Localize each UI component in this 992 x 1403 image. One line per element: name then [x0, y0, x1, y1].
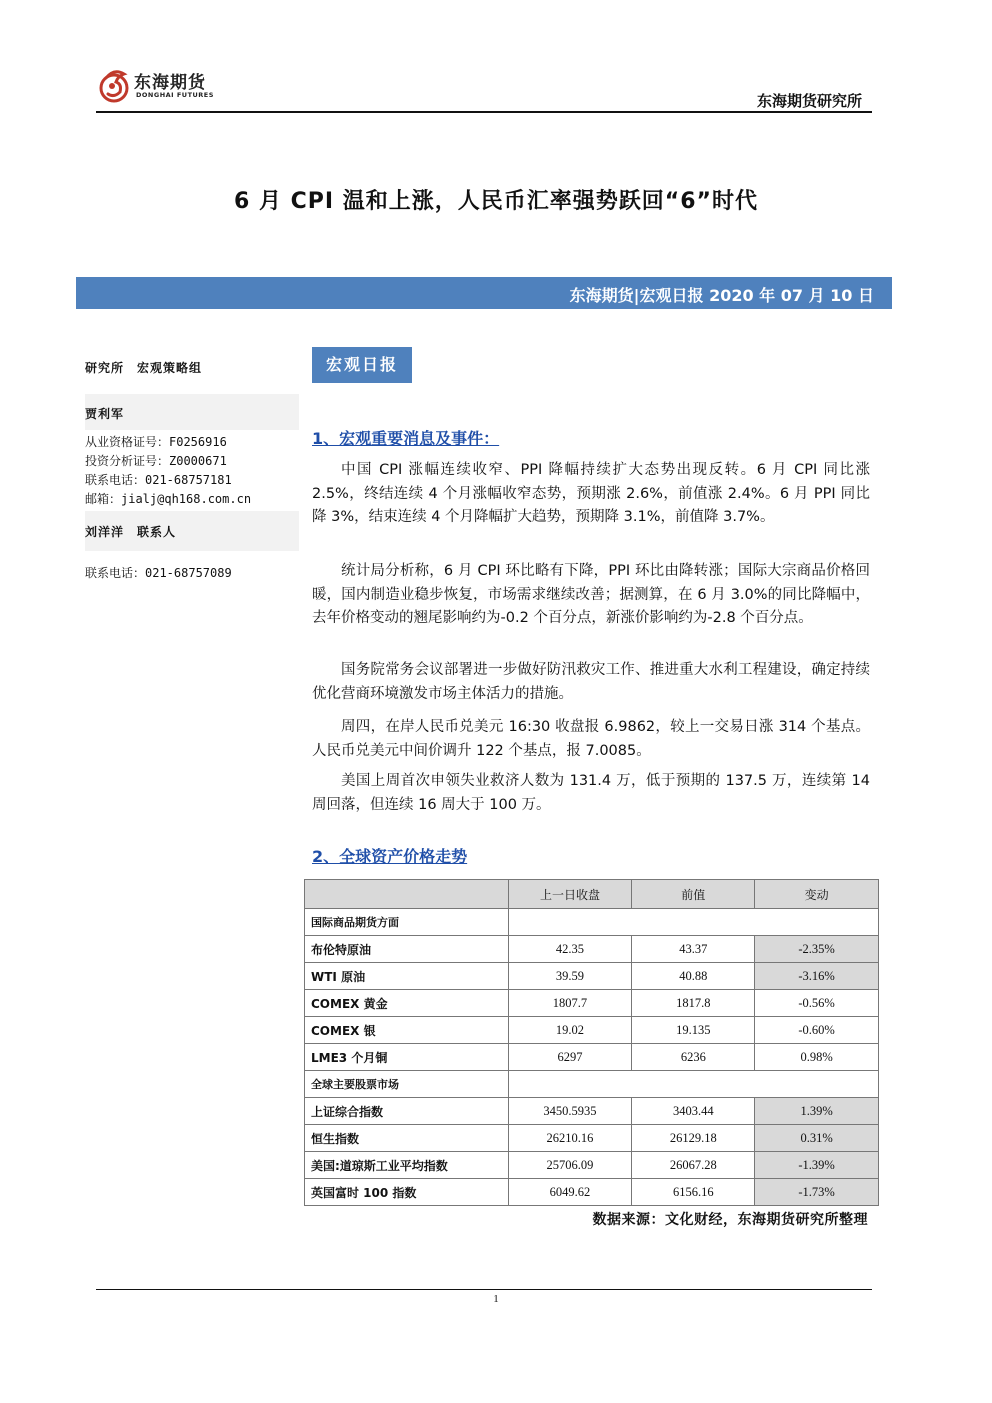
row-name: LME3 个月铜 — [305, 1044, 509, 1071]
footer-rule — [96, 1289, 872, 1290]
row-change: 0.31% — [755, 1125, 879, 1152]
section2-heading: 2、全球资产价格走势 — [312, 847, 468, 866]
paragraph-us-jobless: 美国上周首次申领失业救济人数为 131.4 万，低于预期的 137.5 万，连续第 14 周回落，但连续 16 周大于 100 万。 — [312, 773, 870, 813]
asset-price-table — [304, 879, 879, 1206]
table-category-row — [305, 1071, 879, 1098]
table-row — [305, 1152, 879, 1179]
table-row — [305, 1179, 879, 1206]
row-name: 英国富时 100 指数 — [305, 1179, 509, 1206]
dept-label: 研究所 宏观策略组 — [85, 361, 203, 375]
analyst1-invest-license: 投资分析证号：Z0000671 — [85, 454, 227, 468]
table-row — [305, 936, 879, 963]
row-close: 26210.16 — [508, 1125, 632, 1152]
analyst2-band — [85, 511, 299, 551]
banner-text: 东海期货|宏观日报 2020 年 07 月 10 日 — [569, 286, 874, 305]
row-close: 42.35 — [508, 936, 632, 963]
analyst2-name: 刘洋洋 联系人 — [85, 525, 177, 539]
table-row — [305, 1017, 879, 1044]
category-stocks: 全球主要股票市场 — [305, 1071, 509, 1098]
paragraph-rmb: 周四，在岸人民币兑美元 16:30 收盘报 6.9862，较上一交易日涨 314 个基点。人民币兑美元中间价调升 122 个基点，报 7.0085。 — [312, 719, 870, 759]
page-number: 1 — [493, 1293, 499, 1305]
donghai-dragon-logo-icon — [98, 66, 134, 106]
analyst1-email[interactable]: 邮箱：jialj@qh168.com.cn — [85, 492, 252, 506]
sidebar-dept — [85, 360, 299, 376]
row-prev: 26129.18 — [632, 1125, 755, 1152]
row-name: 恒生指数 — [305, 1125, 509, 1152]
paragraph-stats-analysis: 统计局分析称，6 月 CPI 环比略有下降，PPI 环比由降转涨；国际大宗商品价格回暖，国内制造业稳步恢复，市场需求继续改善；据测算，在 6 月 3.0%的同比降幅中，去年价格变动的翘尾影响约为-0.2 个百分点，新涨价影响约为-2.8 个百分点。 — [312, 563, 870, 626]
row-name: 上证综合指数 — [305, 1098, 509, 1125]
analyst1-name: 贾利军 — [85, 407, 125, 421]
header-close: 上一日收盘 — [508, 880, 632, 909]
row-change: 0.98% — [755, 1044, 879, 1071]
row-prev: 40.88 — [632, 963, 755, 990]
table-row — [305, 963, 879, 990]
row-close: 6297 — [508, 1044, 632, 1071]
row-close: 6049.62 — [508, 1179, 632, 1206]
row-close: 19.02 — [508, 1017, 632, 1044]
row-name: COMEX 银 — [305, 1017, 509, 1044]
row-prev: 6156.16 — [632, 1179, 755, 1206]
row-change: -1.73% — [755, 1179, 879, 1206]
table-row — [305, 1125, 879, 1152]
paragraph-cpi-ppi: 中国 CPI 涨幅连续收窄、PPI 降幅持续扩大态势出现反转。6 月 CPI 同比涨 2.5%，终结连续 4 个月涨幅收窄态势，预期涨 2.6%，前值涨 2.4%。6 月 PPI 同比降 3%，结束连续 4 个月降幅扩大趋势，预期降 3.1%，前值降 3.7%。 — [312, 462, 870, 525]
section1-heading: 1、宏观重要消息及事件： — [312, 429, 500, 448]
row-change: 1.39% — [755, 1098, 879, 1125]
table-row — [305, 1044, 879, 1071]
row-prev: 43.37 — [632, 936, 755, 963]
analyst1-contact — [85, 433, 299, 509]
row-prev: 1817.8 — [632, 990, 755, 1017]
logo-chinese-name: 东海期货 — [134, 73, 206, 93]
analyst2-contact — [85, 564, 299, 583]
header-rule — [96, 111, 872, 113]
analyst2-phone: 联系电话：021-68757089 — [85, 566, 232, 580]
row-name: WTI 原油 — [305, 963, 509, 990]
institute-name: 东海期货研究所 — [756, 92, 862, 110]
paragraph-state-council: 国务院常务会议部署进一步做好防汛救灾工作、推进重大水利工程建设，确定持续优化营商环境激发市场主体活力的措施。 — [312, 662, 870, 702]
row-prev: 26067.28 — [632, 1152, 755, 1179]
row-change: -2.35% — [755, 936, 879, 963]
row-prev: 19.135 — [632, 1017, 755, 1044]
row-close: 39.59 — [508, 963, 632, 990]
row-name: COMEX 黄金 — [305, 990, 509, 1017]
company-logo — [98, 66, 228, 108]
table-row — [305, 990, 879, 1017]
table-category-row — [305, 909, 879, 936]
category-commodities: 国际商品期货方面 — [305, 909, 509, 936]
header-prev: 前值 — [632, 880, 755, 909]
logo-english-name: DONGHAI FUTURES — [136, 91, 214, 99]
report-title: 6 月 CPI 温和上涨，人民币汇率强势跃回“6”时代 — [234, 189, 758, 214]
header-blank-cell — [305, 880, 509, 909]
row-change: -0.56% — [755, 990, 879, 1017]
row-close: 25706.09 — [508, 1152, 632, 1179]
analyst1-license: 从业资格证号：F0256916 — [85, 435, 227, 449]
table-row — [305, 1098, 879, 1125]
row-prev: 3403.44 — [632, 1098, 755, 1125]
row-name: 美国:道琼斯工业平均指数 — [305, 1152, 509, 1179]
row-name: 布伦特原油 — [305, 936, 509, 963]
analyst1-band — [85, 394, 299, 430]
row-change: -1.39% — [755, 1152, 879, 1179]
table-header-row — [305, 880, 879, 909]
header-change: 变动 — [755, 880, 879, 909]
row-close: 3450.5935 — [508, 1098, 632, 1125]
analyst1-phone: 联系电话：021-68757181 — [85, 473, 232, 487]
row-prev: 6236 — [632, 1044, 755, 1071]
row-close: 1807.7 — [508, 990, 632, 1017]
row-change: -3.16% — [755, 963, 879, 990]
section-tag: 宏观日报 — [312, 347, 412, 383]
data-source-note: 数据来源：文化财经，东海期货研究所整理 — [592, 1212, 868, 1228]
row-change: -0.60% — [755, 1017, 879, 1044]
report-banner — [76, 277, 892, 309]
